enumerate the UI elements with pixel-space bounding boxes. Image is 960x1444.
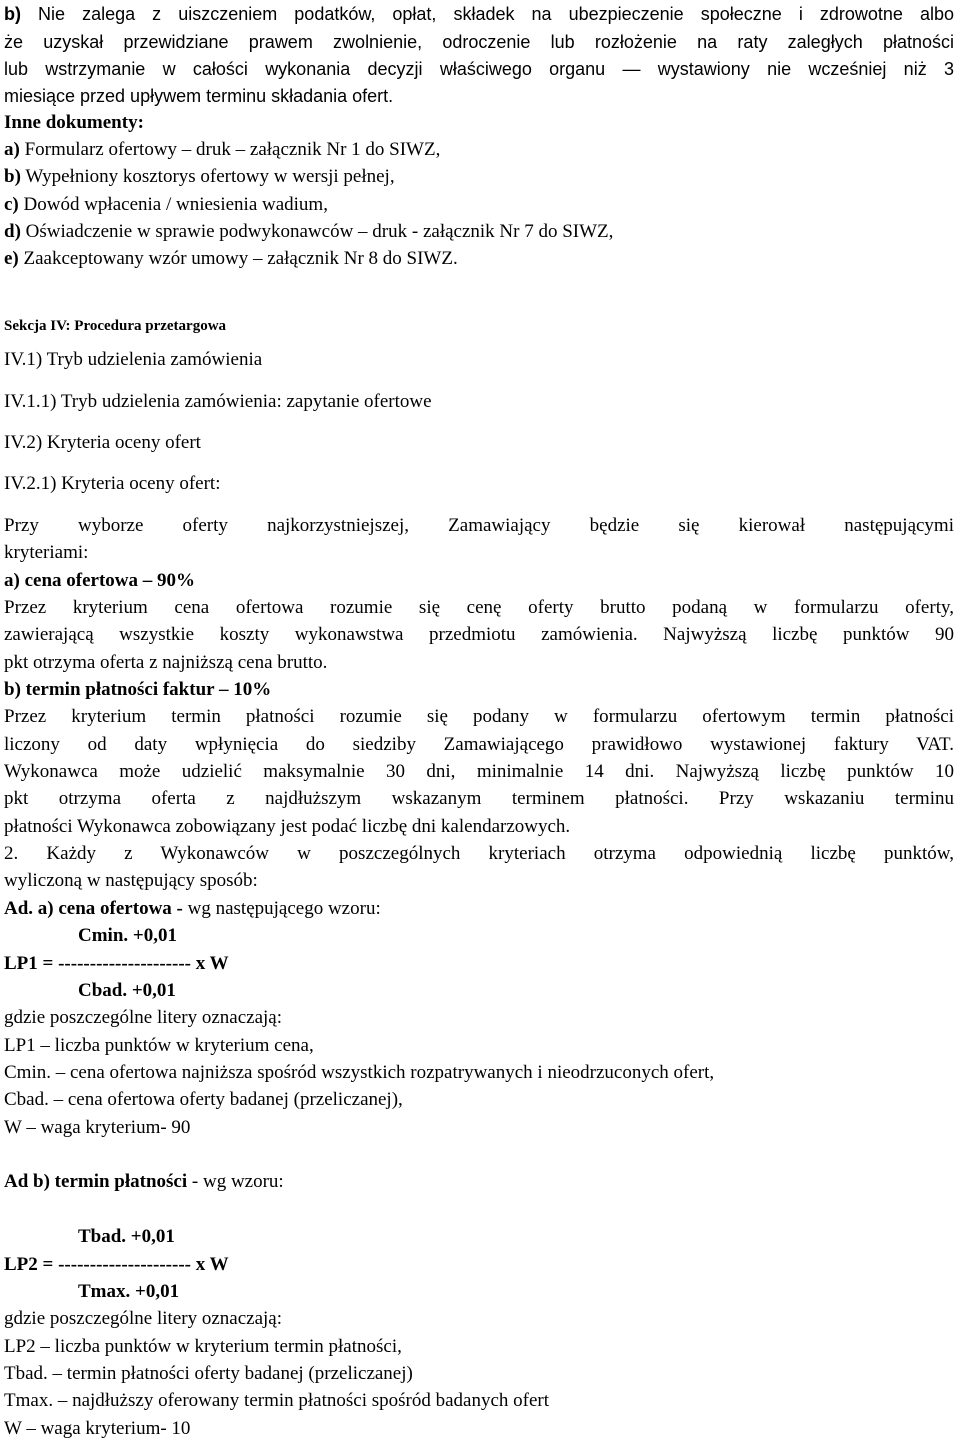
formula-b-legend-intro: gdzie poszczególne litery oznaczają: bbox=[4, 1308, 282, 1329]
criteria-intro-line-1: Przy wyborze oferty najkorzystniejszej, Zamawiający będzie się kierował następującymi bbox=[4, 515, 954, 536]
requirement-b-line-2: że uzyskał przewidziane prawem zwolnienie, odroczenie lub rozłożenie na raty zaległych płatności bbox=[4, 32, 954, 52]
point-2-line-2: wyliczoną w następujący sposób: bbox=[4, 870, 258, 891]
criterion-a-line-1: Przez kryterium cena ofertowa rozumie się cenę oferty brutto podaną w formularzu oferty, bbox=[4, 597, 954, 618]
criterion-b-line-2: liczony od daty wpłynięcia do siedziby Zamawiającego prawidłowo wystawionej faktury VAT. bbox=[4, 734, 954, 755]
other-doc-item-a: a) Formularz ofertowy – druk – załącznik Nr 1 do SIWZ, bbox=[4, 139, 441, 160]
point-2-line-1: 2. Każdy z Wykonawców w poszczególnych kryteriach otrzyma odpowiednią liczbę punktów, bbox=[4, 843, 954, 864]
section-iv-heading: Sekcja IV: Procedura przetargowa bbox=[4, 318, 227, 334]
other-doc-item-b: b) Wypełniony kosztorys ofertowy w wersji pełnej, bbox=[4, 166, 395, 187]
formula-a-legend-cmin: Cmin. – cena ofertowa najniższa spośród wszystkich rozpatrywanych i nieodrzuconych ofert, bbox=[4, 1062, 715, 1083]
formula-a-legend-cbad: Cbad. – cena ofertowa oferty badanej (przeliczanej), bbox=[4, 1089, 403, 1110]
requirement-b-line-4: miesiące przed upływem terminu składania ofert. bbox=[4, 86, 394, 106]
requirement-b-line-1: b) Nie zalega z uiszczeniem podatków, opłat, składek na ubezpieczenie społeczne i zdrowotne albo bbox=[4, 4, 954, 24]
criterion-a-line-2: zawierającą wszystkie koszty wykonawstwa przedmiotu zamówienia. Najwyższą liczbę punktów 90 bbox=[4, 624, 954, 645]
formula-b-equation: LP2 = --------------------- x W bbox=[4, 1254, 229, 1275]
criterion-b-line-3: Wykonawca może udzielić maksymalnie 30 dni, minimalnie 14 dni. Najwyższą liczbę punktów 10 bbox=[4, 761, 954, 782]
formula-b-legend-w: W – waga kryterium- 10 bbox=[4, 1418, 191, 1439]
section-iv-1-1: IV.1.1) Tryb udzielenia zamówienia: zapytanie ofertowe bbox=[4, 391, 432, 412]
formula-a-numerator: Cmin. +0,01 bbox=[78, 925, 177, 946]
requirement-b-marker: b) bbox=[4, 4, 21, 24]
criterion-b-heading: b) termin płatności faktur – 10% bbox=[4, 679, 272, 700]
formula-b-numerator: Tbad. +0,01 bbox=[78, 1226, 175, 1247]
criteria-intro-line-2: kryteriami: bbox=[4, 542, 89, 563]
criterion-b-line-1: Przez kryterium termin płatności rozumie się podany w formularzu ofertowym termin płatności bbox=[4, 706, 954, 727]
formula-a-legend-lp1: LP1 – liczba punktów w kryterium cena, bbox=[4, 1035, 314, 1056]
formula-a-legend-intro: gdzie poszczególne litery oznaczają: bbox=[4, 1007, 282, 1028]
other-documents-heading: Inne dokumenty: bbox=[4, 112, 144, 133]
formula-b-heading: Ad b) termin płatności - wg wzoru: bbox=[4, 1171, 284, 1192]
other-doc-item-d: d) Oświadczenie w sprawie podwykonawców – druk - załącznik Nr 7 do SIWZ, bbox=[4, 221, 614, 242]
formula-a-legend-w: W – waga kryterium- 90 bbox=[4, 1117, 191, 1138]
formula-a-heading: Ad. a) cena ofertowa - wg następującego wzoru: bbox=[4, 898, 381, 919]
formula-b-legend-tbad: Tbad. – termin płatności oferty badanej (przeliczanej) bbox=[4, 1363, 413, 1384]
formula-b-legend-tmax: Tmax. – najdłuższy oferowany termin płatności spośród badanych ofert bbox=[4, 1390, 550, 1411]
criterion-b-line-5: płatności Wykonawca zobowiązany jest podać liczbę dni kalendarzowych. bbox=[4, 816, 571, 837]
section-iv-2: IV.2) Kryteria oceny ofert bbox=[4, 432, 201, 453]
requirement-b-line-3: lub wstrzymanie w całości wykonania decyzji właściwego organu — wystawiony nie wcześniej niż 3 bbox=[4, 59, 954, 79]
formula-a-denominator: Cbad. +0,01 bbox=[78, 980, 176, 1001]
formula-b-legend-lp2: LP2 – liczba punktów w kryterium termin płatności, bbox=[4, 1336, 402, 1357]
criterion-a-heading: a) cena ofertowa – 90% bbox=[4, 570, 196, 591]
criterion-b-line-4: pkt otrzyma oferta z najdłuższym wskazanym terminem płatności. Przy wskazaniu terminu bbox=[4, 788, 954, 809]
section-iv-1: IV.1) Tryb udzielenia zamówienia bbox=[4, 349, 263, 370]
formula-b-denominator: Tmax. +0,01 bbox=[78, 1281, 180, 1302]
other-doc-item-e: e) Zaakceptowany wzór umowy – załącznik Nr 8 do SIWZ. bbox=[4, 248, 458, 269]
section-iv-2-1: IV.2.1) Kryteria oceny ofert: bbox=[4, 473, 221, 494]
criterion-a-line-3: pkt otrzyma oferta z najniższą cena brutto. bbox=[4, 652, 328, 673]
formula-a-equation: LP1 = --------------------- x W bbox=[4, 953, 229, 974]
other-doc-item-c: c) Dowód wpłacenia / wniesienia wadium, bbox=[4, 194, 328, 215]
